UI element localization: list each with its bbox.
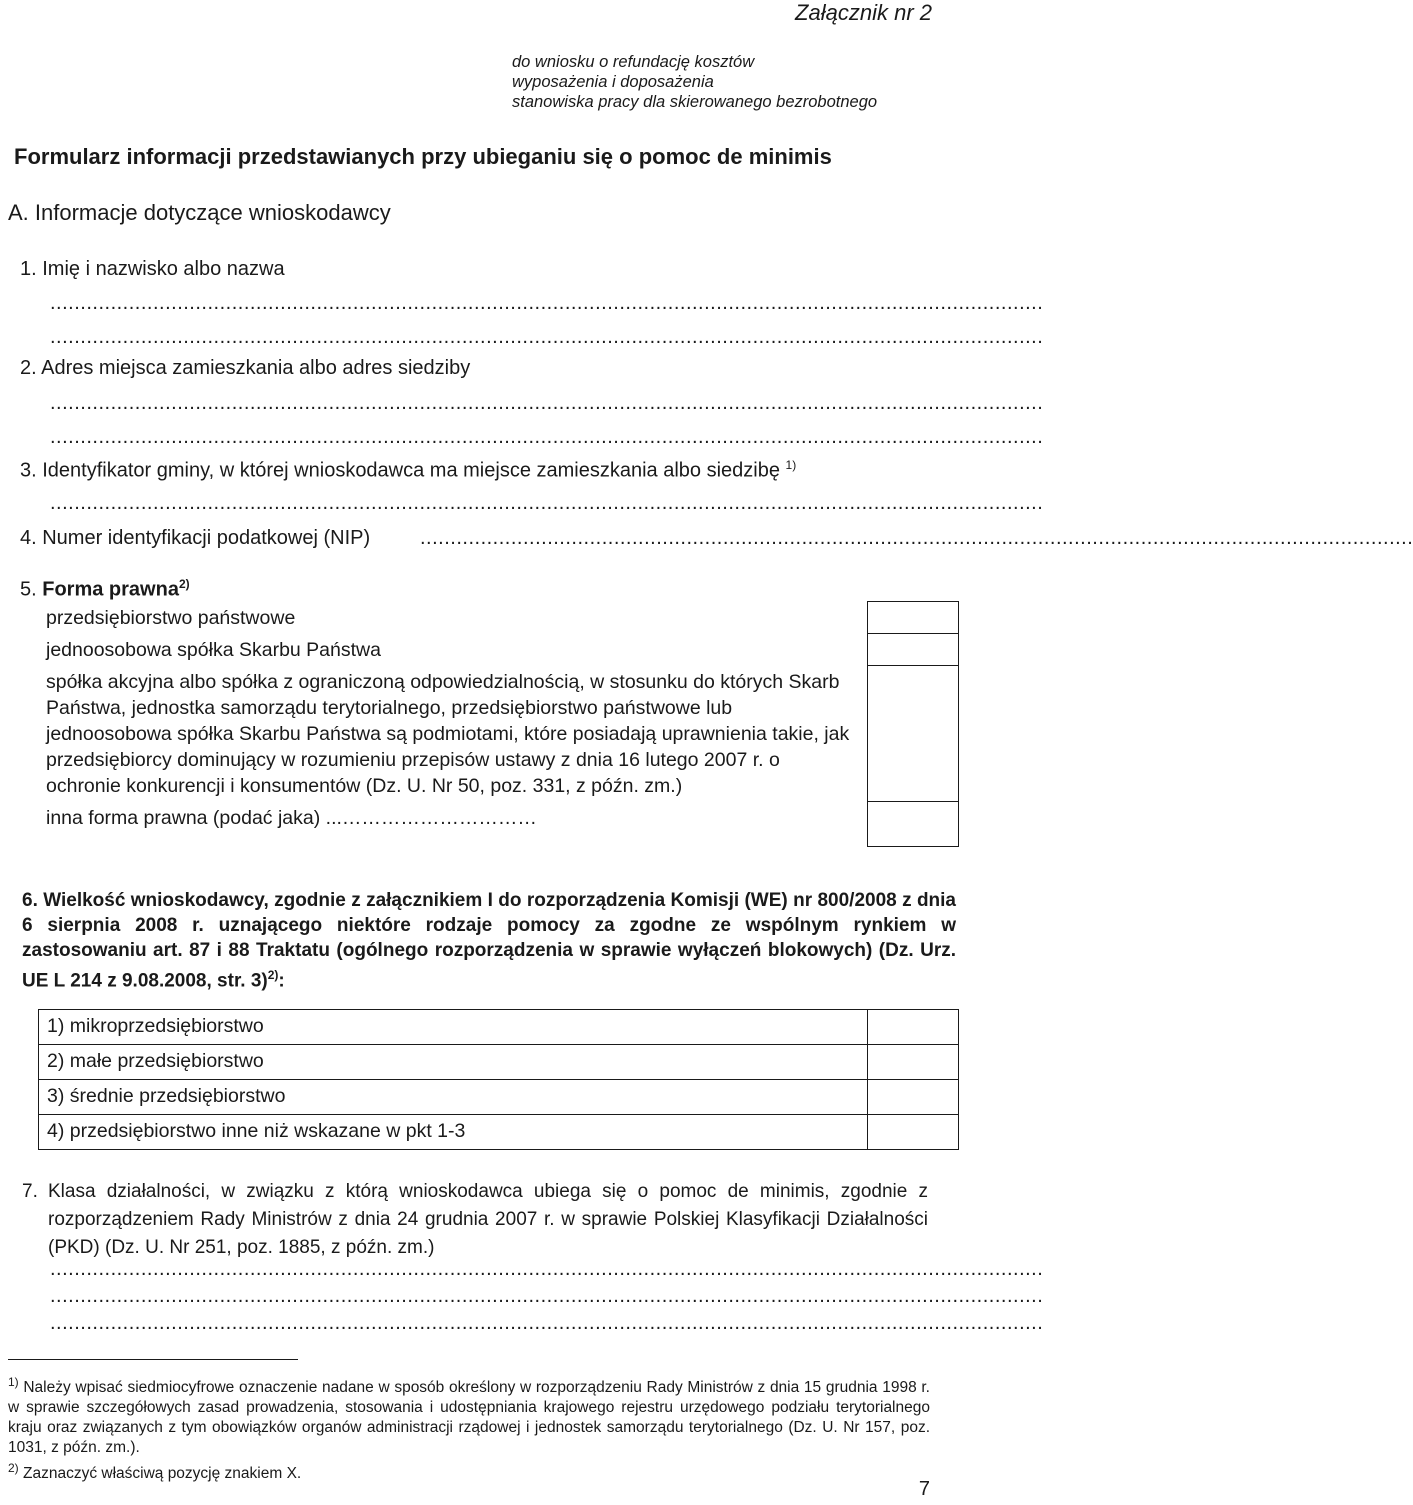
- item-1-label: 1. Imię i nazwisko albo nazwa: [20, 258, 285, 280]
- legal-form-option: jednoosobowa spółka Skarbu Państwa: [38, 634, 868, 666]
- subheading-line: wyposażenia i doposażenia: [512, 73, 714, 91]
- size-checkbox[interactable]: [868, 1045, 959, 1080]
- legal-form-option: inna forma prawna (podać jaka) ...…………………………: [38, 802, 868, 847]
- footnote-ref: 1): [785, 458, 797, 472]
- item-5-title: Forma prawna: [42, 578, 179, 601]
- legal-form-checkbox[interactable]: [868, 666, 959, 802]
- legal-form-table: [38, 601, 959, 847]
- item-6-colon: :: [278, 970, 285, 992]
- item-5-number: 5.: [20, 578, 37, 601]
- footnote-mark: 1): [8, 1375, 19, 1389]
- section-a-heading: A. Informacje dotyczące wnioskodawcy: [8, 200, 391, 225]
- table-row: [38, 666, 959, 802]
- item-2-label: 2. Adres miejsca zamieszkania albo adres siedziby: [20, 357, 471, 379]
- table-row: [39, 1080, 959, 1115]
- item-5-label: [20, 577, 190, 602]
- item-7-field-line[interactable]: ....................................................................................................................................................................: [50, 1285, 1044, 1307]
- size-checkbox[interactable]: [868, 1115, 959, 1150]
- size-checkbox[interactable]: [868, 1080, 959, 1115]
- size-option: 1) mikroprzedsiębiorstwo: [39, 1010, 868, 1045]
- size-checkbox[interactable]: [868, 1010, 959, 1045]
- annex-label: Załącznik nr 2: [795, 0, 932, 25]
- footnote-2: [8, 1458, 930, 1484]
- item-7-text: Klasa działalności, w związku z którą wnioskodawca ubiega się o pomoc de minimis, zgodnie z rozporządzeniem Rady Ministrów z dnia 24 grudnia 2007 r. w sprawie Polskiej Klasyfikacji Działalności (PKD) (Dz. U. Nr 251, poz. 1885, z późn. zm.): [48, 1181, 928, 1258]
- item-2-field-line[interactable]: ....................................................................................................................................................................: [50, 392, 1044, 414]
- table-row: [38, 802, 959, 847]
- legal-form-option: przedsiębiorstwo państwowe: [38, 602, 868, 634]
- legal-form-option: spółka akcyjna albo spółka z ograniczoną odpowiedzialnością, w stosunku do których Skarb Państwa, jednostka samorządu terytorialnego, przedsiębiorstwo państwowe lub jednoosobowa spółka Skarbu Państwa są podmiotami, które posiadają uprawnienia takie, jak przedsiębiorcy dominujący w rozumieniu przepisów ustawy z dnia 16 lutego 2007 r. o ochronie konkurencji i konsumentów (Dz. U. Nr 50, poz. 331, z późn. zm.): [38, 666, 868, 802]
- footnotes: [8, 1372, 930, 1484]
- table-row: [39, 1010, 959, 1045]
- item-4-label: 4. Numer identyfikacji podatkowej (NIP): [20, 527, 371, 549]
- size-option: 2) małe przedsiębiorstwo: [39, 1045, 868, 1080]
- subheading-line: do wniosku o refundację kosztów: [512, 53, 755, 71]
- table-row: [39, 1115, 959, 1150]
- page-number: 7: [918, 1478, 930, 1500]
- size-option: 3) średnie przedsiębiorstwo: [39, 1080, 868, 1115]
- enterprise-size-table: [38, 1009, 959, 1150]
- table-row: [38, 634, 959, 666]
- item-1-field-line[interactable]: ....................................................................................................................................................................: [50, 326, 1044, 348]
- table-row: [38, 602, 959, 634]
- footnote-ref: 2): [178, 577, 190, 591]
- item-3-field-line[interactable]: ....................................................................................................................................................................: [50, 492, 1044, 514]
- footnote-2-text: Zaznaczyć właściwą pozycję znakiem X.: [22, 1465, 302, 1483]
- item-3-label: [20, 458, 796, 483]
- size-option: 4) przedsiębiorstwo inne niż wskazane w pkt 1-3: [39, 1115, 868, 1150]
- item-3-text: 3. Identyfikator gminy, w której wnioskodawca ma miejsce zamieszkania albo siedzibę: [20, 459, 780, 482]
- subheading-line: stanowiska pracy dla skierowanego bezrobotnego: [512, 93, 878, 111]
- legal-form-checkbox[interactable]: [868, 802, 959, 847]
- item-7-number: 7.: [22, 1181, 38, 1202]
- item-7-field-line[interactable]: ....................................................................................................................................................................: [50, 1258, 1044, 1280]
- annex-subheading: [512, 52, 877, 112]
- footnote-1: [8, 1372, 930, 1458]
- item-6-label: [22, 888, 956, 993]
- item-4-field-line[interactable]: ....................................................................................................................................................................: [420, 527, 1413, 549]
- footnote-separator: [8, 1359, 298, 1360]
- legal-form-checkbox[interactable]: [868, 602, 959, 634]
- legal-form-checkbox[interactable]: [868, 634, 959, 666]
- table-row: [39, 1045, 959, 1080]
- footnote-mark: 2): [8, 1461, 19, 1476]
- item-7-field-line[interactable]: ....................................................................................................................................................................: [50, 1312, 1044, 1334]
- item-6-text: 6. Wielkość wnioskodawcy, zgodnie z załącznikiem I do rozporządzenia Komisji (WE) nr 800/2008 z dnia 6 sierpnia 2008 r. uznającego niektóre rodzaje pomocy za zgodne ze wspólnym rynkiem w zastosowaniu art. 87 i 88 Traktatu (ogólnego rozporządzenia w sprawie wyłączeń blokowych) (Dz. Urz. UE L 214 z 9.08.2008, str. 3): [22, 890, 956, 992]
- item-7-label: [22, 1178, 928, 1262]
- item-2-field-line[interactable]: ....................................................................................................................................................................: [50, 426, 1044, 448]
- footnote-1-text: Należy wpisać siedmiocyfrowe oznaczenie nadane w sposób określony w rozporządzeniu Rady Ministrów z dnia 15 grudnia 1998 r. w sprawie szczegółowych zasad prowadzenia, stosowania i udostępniania krajowego rejestru urzędowego podziału terytorialnego kraju oraz związanych z tym obowiązków organów administracji rządowej i jednostek samorządu terytorialnego (Dz. U. Nr 157, poz. 1031, z późn. zm.).: [8, 1379, 930, 1457]
- item-1-field-line[interactable]: ....................................................................................................................................................................: [50, 292, 1044, 314]
- footnote-ref: 2): [267, 968, 279, 982]
- form-title: Formularz informacji przedstawianych przy ubieganiu się o pomoc de minimis: [14, 144, 832, 169]
